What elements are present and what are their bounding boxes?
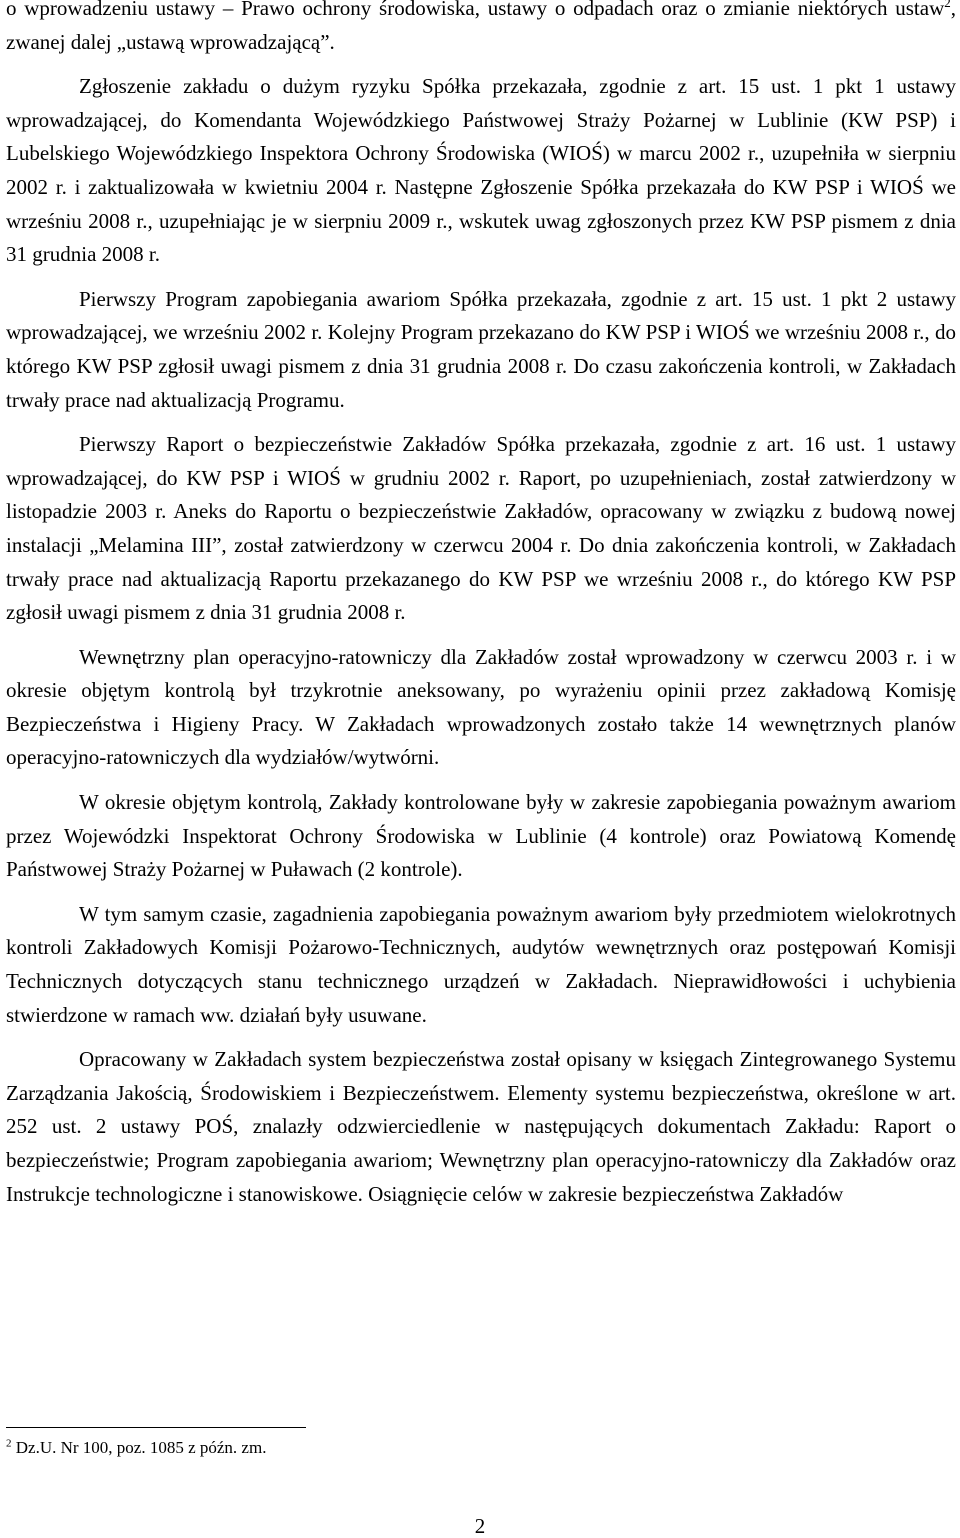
document-body xyxy=(6,0,956,1222)
paragraph-continuation xyxy=(6,0,956,59)
paragraph-text: o wprowadzeniu ustawy – Prawo ochrony środowiska, ustawy o odpadach oraz o zmianie niektórych ustaw xyxy=(6,0,945,20)
footnote-text: Dz.U. Nr 100, poz. 1085 z późn. zm. xyxy=(11,1438,267,1457)
footnote xyxy=(6,1437,266,1459)
paragraph-plan: Wewnętrzny plan operacyjno-ratowniczy dla Zakładów został wprowadzony w czerwcu 2003 r. i w okresie objętym kontrolą był trzykrotnie aneksowany, po wyrażeniu opinii przez zakładową Komisję Bezpieczeństwa i Higieny Pracy. W Zakładach wprowadzonych zostało także 14 wewnętrznych planów operacyjno-ratowniczych dla wydziałów/wytwórni. xyxy=(6,644,956,770)
paragraph-system: Opracowany w Zakładach system bezpieczeństwa został opisany w księgach Zintegrowanego Systemu Zarządzania Jakością, Środowiskiem i Bezpieczeństwem. Elementy systemu bezpieczeństwa, określone w art. 252 ust. 2 ustawy POŚ, znalazły odzwierciedlenie w następujących dokumentach Zakładu: Raport o bezpieczeństwie; Program zapobiegania awariom; Wewnętrzny plan operacyjno-ratowniczy dla Zakładów oraz Instrukcje technologiczne i stanowiskowe. Osiągnięcie celów w zakresie bezpieczeństwa Zakładów xyxy=(6,1047,956,1206)
footnote-reference: 2 xyxy=(944,0,951,10)
footnote-number: 2 xyxy=(6,1437,12,1450)
footnote-separator xyxy=(6,1427,306,1428)
paragraph-kontrole: W okresie objętym kontrolą, Zakłady kontrolowane były w zakresie zapobiegania poważnym awariom przez Wojewódzki Inspektorat Ochrony Środowiska w Lublinie (4 kontrole) oraz Powiatową Komendę Państwowej Straży Pożarnej w Puławach (2 kontrole). xyxy=(6,790,956,882)
paragraph-raport: Pierwszy Raport o bezpieczeństwie Zakładów Spółka przekazała, zgodnie z art. 16 ust. 1 ustawy wprowadzającej, do KW PSP i WIOŚ w grudniu 2002 r. Raport, po uzupełnieniach, został zatwierdzony w listopadzie 2003 r. Aneks do Raportu o bezpieczeństwie Zakładów, opracowany w związku z budową nowej instalacji „Melamina III”, został zatwierdzony w czerwcu 2004 r. Do dnia zakończenia kontroli, w Zakładach trwały prace nad aktualizacją Raportu przekazanego do KW PSP we wrześniu 2008 r., do którego KW PSP zgłosił uwagi pismem z dnia 31 grudnia 2008 r. xyxy=(6,432,956,625)
paragraph-audyty: W tym samym czasie, zagadnienia zapobiegania poważnym awariom były przedmiotem wielokrotnych kontroli Zakładowych Komisji Pożarowo-Technicznych, audytów wewnętrznych oraz postępowań Komisji Technicznych dotyczących stanu technicznego urządzeń w Zakładach. Nieprawidłowości i uchybienia stwierdzone w ramach ww. działań były usuwane. xyxy=(6,901,956,1027)
paragraph-text-tail: , zwanej dalej „ustawą wprowadzającą”. xyxy=(6,0,956,54)
paragraph-program: Pierwszy Program zapobiegania awariom Spółka przekazała, zgodnie z art. 15 ust. 1 pkt 2 ustawy wprowadzającej, we wrześniu 2002 r. Kolejny Program przekazano do KW PSP i WIOŚ we wrześniu 2008 r., do którego KW PSP zgłosił uwagi pismem z dnia 31 grudnia 2008 r. Do czasu zakończenia kontroli, w Zakładach trwały prace nad aktualizacją Programu. xyxy=(6,286,956,412)
page-number: 2 xyxy=(474,1514,486,1538)
paragraph-zgloszenie: Zgłoszenie zakładu o dużym ryzyku Spółka przekazała, zgodnie z art. 15 ust. 1 pkt 1 ustawy wprowadzającej, do Komendanta Wojewódzkiego Państwowej Straży Pożarnej w Lublinie (KW PSP) i Lubelskiego Wojewódzkiego Inspektora Ochrony Środowiska (WIOŚ) w marcu 2002 r., uzupełniła w sierpniu 2002 r. i zaktualizowała w kwietniu 2004 r. Następne Zgłoszenie Spółka przekazała do KW PSP i WIOŚ we wrześniu 2008 r., uzupełniając je w sierpniu 2009 r., wskutek uwag zgłoszonych przez KW PSP pismem z dnia 31 grudnia 2008 r. xyxy=(6,74,956,267)
